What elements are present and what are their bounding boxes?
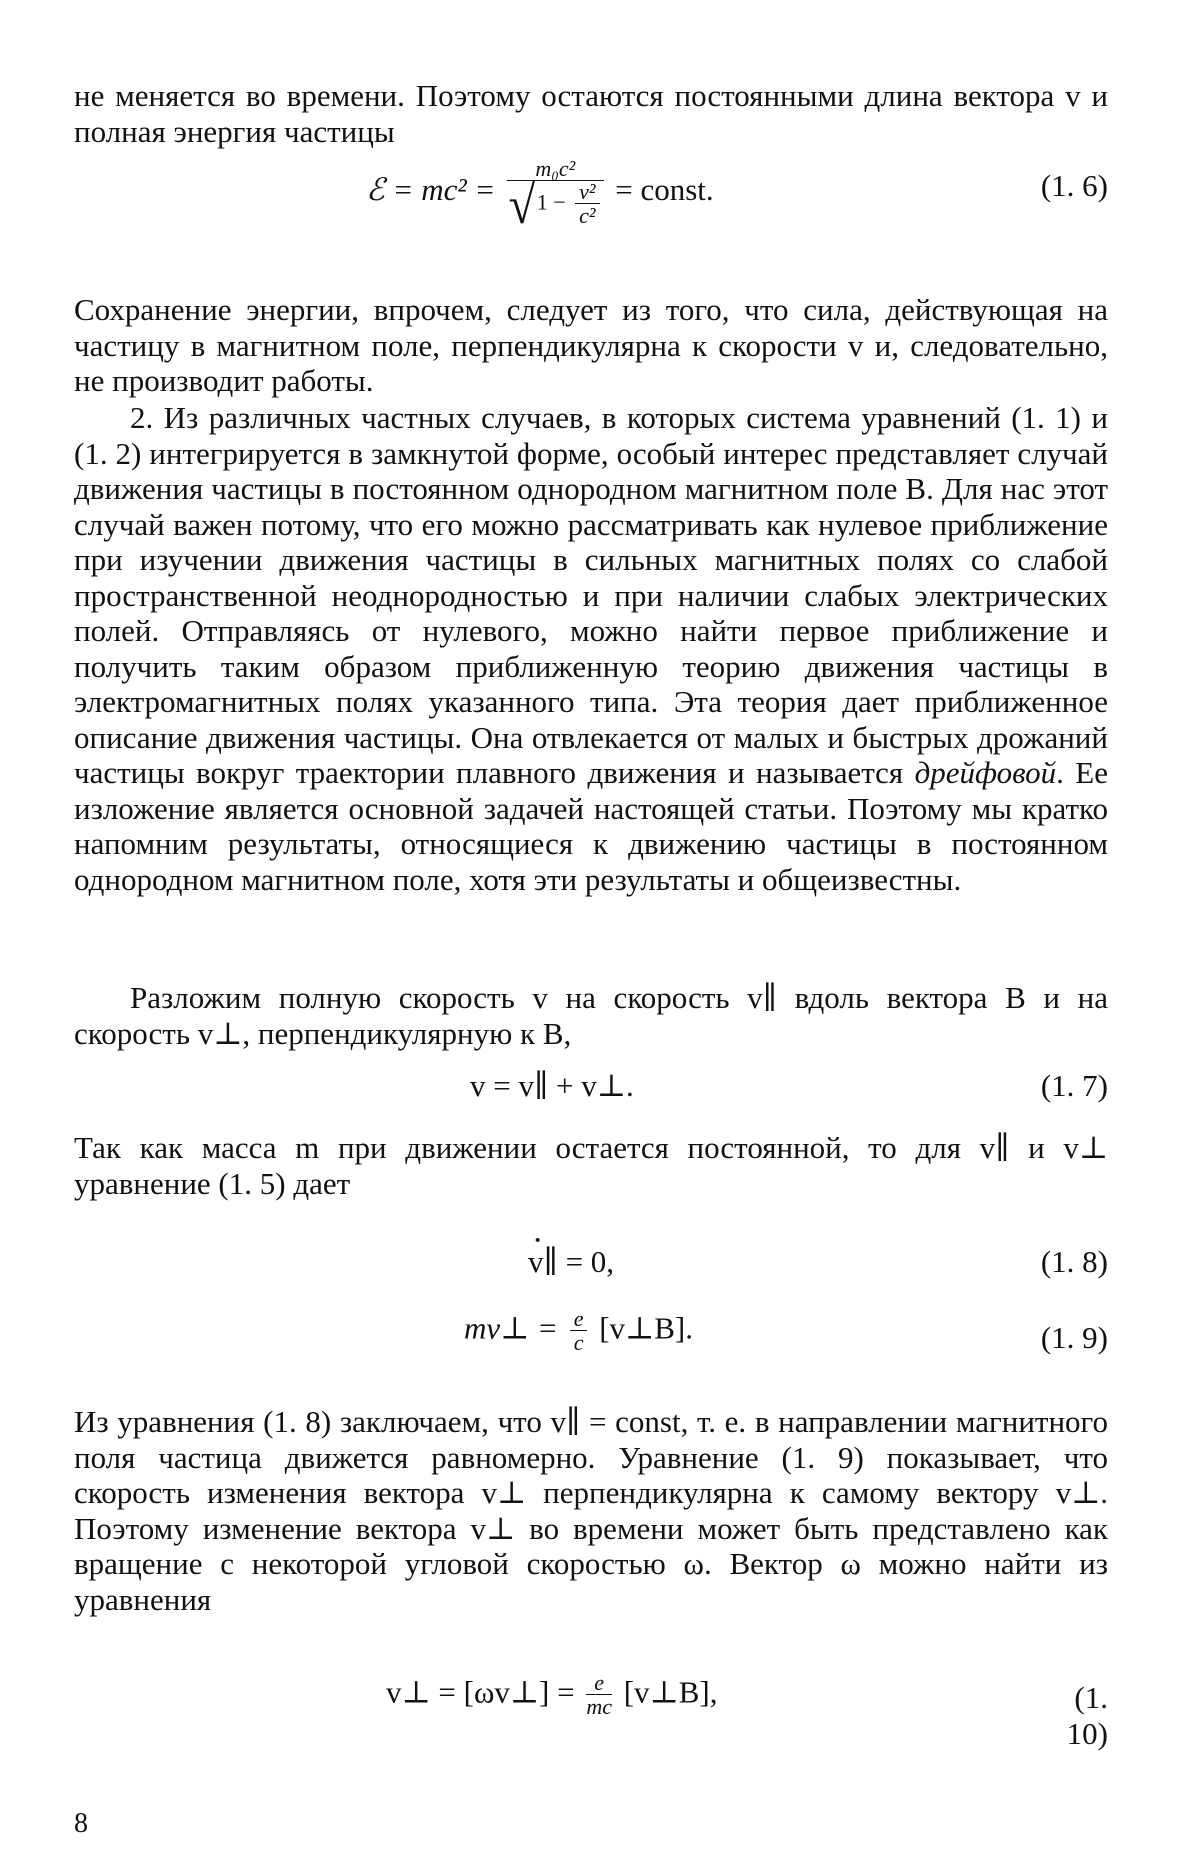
- equation-1-9-body: [464, 1308, 693, 1355]
- paragraph-drift-end: . Ее изложение является основной задачей настоящей статьи. Поэтому мы кратко напомним результаты, относящиеся к движению частицы в постоянном однородном магнитном поле, хотя эти результаты и общеизвестны.: [74, 755, 1108, 897]
- equation-1-9-fraction: [570, 1308, 588, 1355]
- paragraph-decompose: [74, 980, 1108, 1051]
- equation-1-6-body: [366, 156, 714, 235]
- equation-1-6-radical-text: 1 −: [536, 189, 566, 215]
- equation-1-9-number: (1. 9): [1040, 1320, 1108, 1355]
- equation-1-7-body: v = v∥ + v⊥.: [470, 1068, 634, 1103]
- intro-text: не меняется во времени. Поэтому остаются постоянными длина вектора v и полная энергия частицы: [74, 78, 1108, 149]
- equation-1-7-number: (1. 7): [1040, 1068, 1108, 1103]
- equation-1-9-lhs: mv⊥ =: [464, 1310, 558, 1346]
- intro-paragraph: [74, 78, 1108, 149]
- equation-1-9-rhs: [v⊥B].: [599, 1310, 693, 1346]
- equation-1-10-lhs: v⊥ = [ωv⊥] =: [386, 1674, 575, 1710]
- equation-1-9-den: c: [573, 1330, 584, 1355]
- equation-1-10-den: mc: [586, 1694, 612, 1719]
- equation-1-6-fraction: [507, 156, 603, 235]
- equation-1-6-lhs: ℰ = mc² =: [366, 172, 496, 208]
- paragraph-conclusion: [74, 1404, 1108, 1617]
- equation-1-6-inner-den: c²: [579, 203, 596, 228]
- equation-1-8: [0, 1238, 1200, 1298]
- equation-1-10-number: (1. 10): [1066, 1680, 1108, 1751]
- equation-1-6-number: (1. 6): [1040, 168, 1108, 203]
- equation-1-6-numerator: m₀c²: [507, 158, 603, 181]
- paragraph-energy-text: Сохранение энергии, впрочем, следует из того, что сила, действующая на частицу в магнитном поле, перпендикулярна к скорости v и, следовательно, не производит работы.: [74, 292, 1108, 398]
- equation-1-6-inner-fraction: [575, 181, 599, 228]
- paragraph-mass: [74, 1130, 1108, 1201]
- paragraph-decompose-text: Разложим полную скорость v на скорость v∥ вдоль вектора B и на скорость v⊥, перпендикулярную к B,: [74, 980, 1108, 1051]
- paragraph-mass-text: Так как масса m при движении остается постоянной, то для v∥ и v⊥ уравнение (1. 5) дает: [74, 1130, 1108, 1201]
- equation-1-9-num: e: [570, 1308, 588, 1331]
- equation-1-10: [0, 1670, 1200, 1751]
- radical-sign: √: [508, 174, 536, 235]
- equation-1-10-rhs: [v⊥B],: [623, 1674, 718, 1710]
- equation-1-6: [0, 156, 1200, 235]
- equation-1-10-body: [386, 1672, 717, 1719]
- paragraph-energy: [74, 292, 1108, 399]
- page-number: 8: [74, 1808, 88, 1839]
- equation-1-8-body: · v∥ = 0,: [528, 1244, 614, 1280]
- paragraph-conclusion-text: Из уравнения (1. 8) заключаем, что v∥ = const, т. е. в направлении магнитного поля частица движется равномерно. Уравнение (1. 9) показывает, что скорость изменения вектора v⊥ перпендикулярна к самому вектору v⊥. Поэтому изменение вектора v⊥ во времени может быть представлено как вращение с некоторой угловой скоростью ω. Вектор ω можно найти из уравнения: [74, 1404, 1108, 1617]
- equation-1-10-fraction: [586, 1672, 612, 1719]
- equation-1-9: [0, 1308, 1200, 1368]
- equation-1-6-rhs: = const.: [615, 172, 714, 208]
- paragraph-drift: [74, 400, 1108, 897]
- paragraph-drift-text: [74, 400, 1108, 897]
- paragraph-drift-term: дрейфовой: [914, 755, 1057, 790]
- equation-1-6-inner-num: v²: [575, 181, 599, 204]
- equation-1-8-number: (1. 8): [1040, 1244, 1108, 1279]
- equation-1-7: [0, 1062, 1200, 1122]
- paragraph-drift-main: 2. Из различных частных случаев, в которых система уравнений (1. 1) и (1. 2) интегрируется в замкнутой форме, особый интерес представляет случай движения частицы в постоянном однородном магнитном поле B. Для нас этот случай важен потому, что его можно рассматривать как нулевое приближение при изучении движения частицы в сильных магнитных полях со слабой пространственной неоднородностью и при наличии слабых электрических полей. Отправляясь от нулевого, можно найти первое приближение и получить таким образом приближенную теорию движения частицы в электромагнитных полях указанного типа. Эта теория дает приближенное описание движения частицы. Она отвлекается от малых и быстрых дрожаний частицы вокруг траектории плавного движения и называется: [74, 400, 1108, 790]
- equation-1-10-num: e: [586, 1672, 612, 1695]
- equation-1-6-denominator: [507, 174, 603, 235]
